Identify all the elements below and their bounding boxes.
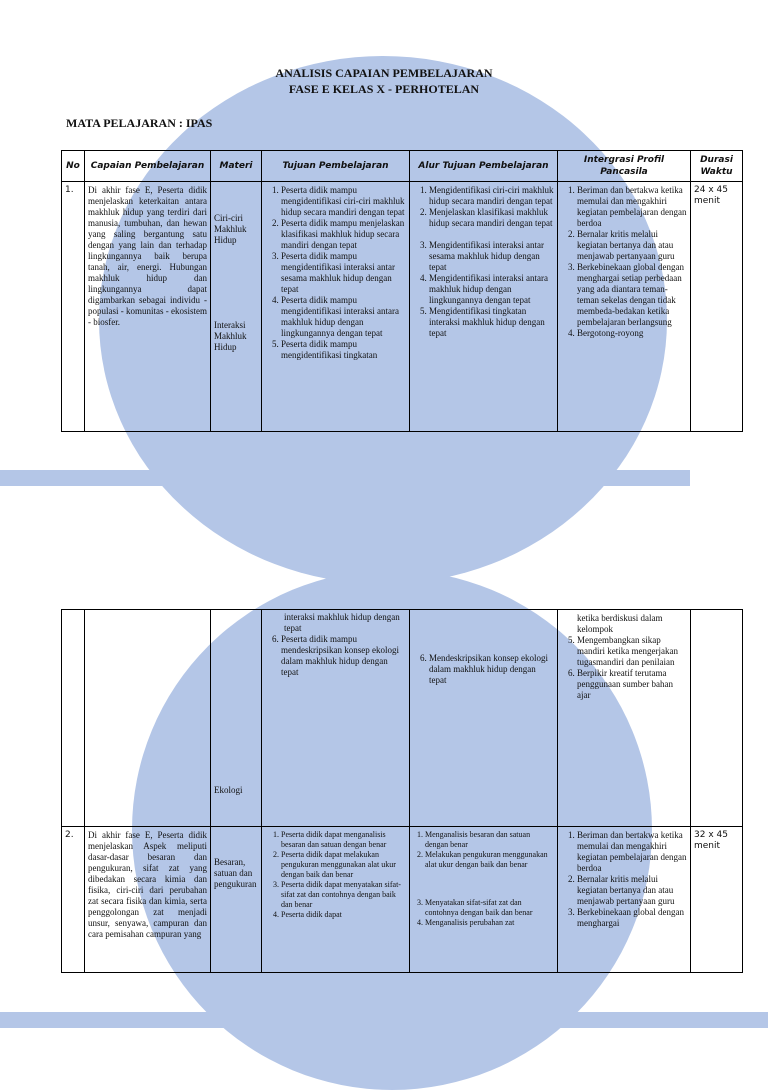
list-item: 4. Peserta didik dapat bbox=[281, 910, 406, 920]
cell-no bbox=[62, 610, 85, 827]
list-item: 5. Mengidentifikasi tingkatan interaksi makhluk hidup dengan tepat bbox=[429, 306, 554, 339]
materi-interaksi: Interaksi Makhluk Hidup bbox=[214, 320, 247, 352]
background-band-bottom bbox=[0, 1012, 768, 1028]
list-item: 5. Mengembangkan sikap mandiri ketika mengerjakan tugasmandiri dan penilaian bbox=[577, 635, 687, 668]
cell-alur bbox=[410, 182, 558, 432]
table-row bbox=[62, 182, 743, 432]
list-item: 2. Peserta didik dapat melakukan pengukuran menggunakan alat ukur dengan baik dan benar bbox=[281, 850, 406, 880]
cell-tujuan bbox=[262, 182, 410, 432]
list-item: 4. Peserta didik mampu mengidentifikasi interaksi antara makhluk hidup dengan lingkungannya dengan tepat bbox=[281, 295, 406, 339]
cell-durasi bbox=[691, 610, 743, 827]
cell-profil bbox=[558, 182, 691, 432]
cell-materi bbox=[211, 182, 262, 432]
list-item: 5. Peserta didik mampu mengidentifikasi tingkatan bbox=[281, 339, 406, 361]
list-item: 3. Berkebinekaan global dengan menghargai bbox=[577, 907, 687, 929]
list-item: 2. Bernalar kritis melalui kegiatan bertanya dan atau menjawab pertanyaan guru bbox=[577, 229, 687, 262]
cell-capaian: Di akhir fase E, Peserta didik menjelaskan Aspek meliputi dasar-dasar besaran dan pengukuran, sifat zat yang dibedakan secara kimia dan fisika, ciri-ciri dari perubahan zat secara fisika dan kimia, serta penggolongan zat menjadi unsur, senyawa, campuran dan cara pemisahan campuran yang bbox=[85, 827, 211, 973]
cell-profil bbox=[558, 827, 691, 973]
cell-materi: Besaran, satuan dan pengukuran bbox=[211, 827, 262, 973]
list-item: 2. Melakukan pengukuran menggunakan alat ukur dengan baik dan benar bbox=[425, 850, 554, 870]
list-item: 4. Mengidentifikasi interaksi antara makhluk hidup dengan lingkungannya dengan tepat bbox=[429, 273, 554, 306]
cell-materi bbox=[211, 610, 262, 827]
header-durasi: Durasi Waktu bbox=[691, 151, 743, 182]
cell-durasi: 32 x 45 menit bbox=[691, 827, 743, 973]
list-item: 6. Mendeskripsikan konsep ekologi dalam makhluk hidup dengan tepat bbox=[429, 653, 554, 686]
header-capaian: Capaian Pembelajaran bbox=[85, 151, 211, 182]
cell-alur bbox=[410, 610, 558, 827]
materi-ekologi: Ekologi bbox=[214, 785, 243, 795]
list-item: 4. Bergotong-royong bbox=[577, 328, 687, 339]
tujuan-continued: interaksi makhluk hidup dengan tepat bbox=[284, 612, 400, 633]
cell-no: 1. bbox=[62, 182, 85, 432]
document-title: ANALISIS CAPAIAN PEMBELAJARAN bbox=[275, 66, 493, 80]
table-row bbox=[62, 827, 743, 973]
analysis-table-page2 bbox=[61, 609, 743, 973]
header-materi: Materi bbox=[211, 151, 262, 182]
cell-profil bbox=[558, 610, 691, 827]
list-item: 3. Berkebinekaan global dengan menghargai setiap perbedaan yang ada diantara teman-teman sekelas dengan tidak membeda-bedakan ketika pembelajaran berlangsung bbox=[577, 262, 687, 328]
cell-capaian bbox=[85, 610, 211, 827]
cell-tujuan bbox=[262, 827, 410, 973]
document-subtitle: FASE E KELAS X - PERHOTELAN bbox=[288, 82, 480, 96]
list-item: 3. Peserta didik mampu mengidentifikasi interaksi antar sesama makhluk hidup dengan tepat bbox=[281, 251, 406, 295]
list-item: 3. Mengidentifikasi interaksi antar sesama makhluk hidup dengan tepat bbox=[429, 240, 554, 273]
header-profil: Intergrasi Profil Pancasila bbox=[558, 151, 691, 182]
table-row bbox=[62, 610, 743, 827]
analysis-table-page1 bbox=[61, 150, 743, 432]
list-item: 2. Peserta didik mampu menjelaskan klasifikasi makhluk hidup secara mandiri dengan tepat bbox=[281, 218, 406, 251]
list-item: 1. Menganalisis besaran dan satuan dengan benar bbox=[425, 830, 554, 850]
list-item: 3. Peserta didik dapat menyatakan sifat-sifat zat dan contohnya dengan baik dan benar bbox=[281, 880, 406, 910]
cell-capaian: Di akhir fase E, Peserta didik menjelaskan keterkaitan antara makhluk hidup yang terdiri dari manusia, tumbuhan, dan hewan yang saling bergantung satu dengan yang lain dan terhadap lingkungannya baik berupa tanah, air, energi. Hubungan makhluk hidup dan lingkungannya dapat digambarkan sebagai individu - populasi - komunitas - ekosistem - biosfer. bbox=[85, 182, 211, 432]
header-no: No bbox=[62, 151, 85, 182]
materi-ciri: Ciri-ciri Makhluk Hidup bbox=[214, 213, 247, 245]
list-item: 1. Beriman dan bertakwa ketika memulai dan mengakhiri kegiatan pembelajaran dengan berdoa bbox=[577, 185, 687, 229]
cell-durasi: 24 x 45 menit bbox=[691, 182, 743, 432]
header-alur: Alur Tujuan Pembelajaran bbox=[410, 151, 558, 182]
header-tujuan: Tujuan Pembelajaran bbox=[262, 151, 410, 182]
list-item: 2. Menjelaskan klasifikasi makhluk hidup secara mandiri dengan tepat bbox=[429, 207, 554, 229]
cell-tujuan bbox=[262, 610, 410, 827]
subject-label: MATA PELAJARAN : IPAS bbox=[66, 116, 213, 130]
cell-alur bbox=[410, 827, 558, 973]
cell-no: 2. bbox=[62, 827, 85, 973]
list-item: 4. Menganalisis perubahan zat bbox=[425, 918, 554, 928]
list-item: 2. Bernalar kritis melalui kegiatan bertanya dan atau menjawab pertanyaan guru bbox=[577, 874, 687, 907]
list-item: 1. Mengidentifikasi ciri-ciri makhluk hidup secara mandiri dengan tepat bbox=[429, 185, 554, 207]
list-item: 6. Berpikir kreatif terutama penggunaan sumber bahan ajar bbox=[577, 668, 687, 701]
list-item: 1. Beriman dan bertakwa ketika memulai dan mengakhiri kegiatan pembelajaran dengan berdoa bbox=[577, 830, 687, 874]
list-item: 6. Peserta didik mampu mendeskripsikan konsep ekologi dalam makhluk hidup dengan tepat bbox=[281, 634, 406, 678]
list-item: 1. Peserta didik mampu mengidentifikasi ciri-ciri makhluk hidup secara mandiri dengan tepat bbox=[281, 185, 406, 218]
profil-continued: ketika berdiskusi dalam kelompok bbox=[577, 613, 663, 634]
list-item: 3. Menyatakan sifat-sifat zat dan contohnya dengan baik dan benar bbox=[425, 898, 554, 918]
background-band-top bbox=[0, 470, 690, 486]
list-item: 1. Peserta didik dapat menganalisis besaran dan satuan dengan benar bbox=[281, 830, 406, 850]
